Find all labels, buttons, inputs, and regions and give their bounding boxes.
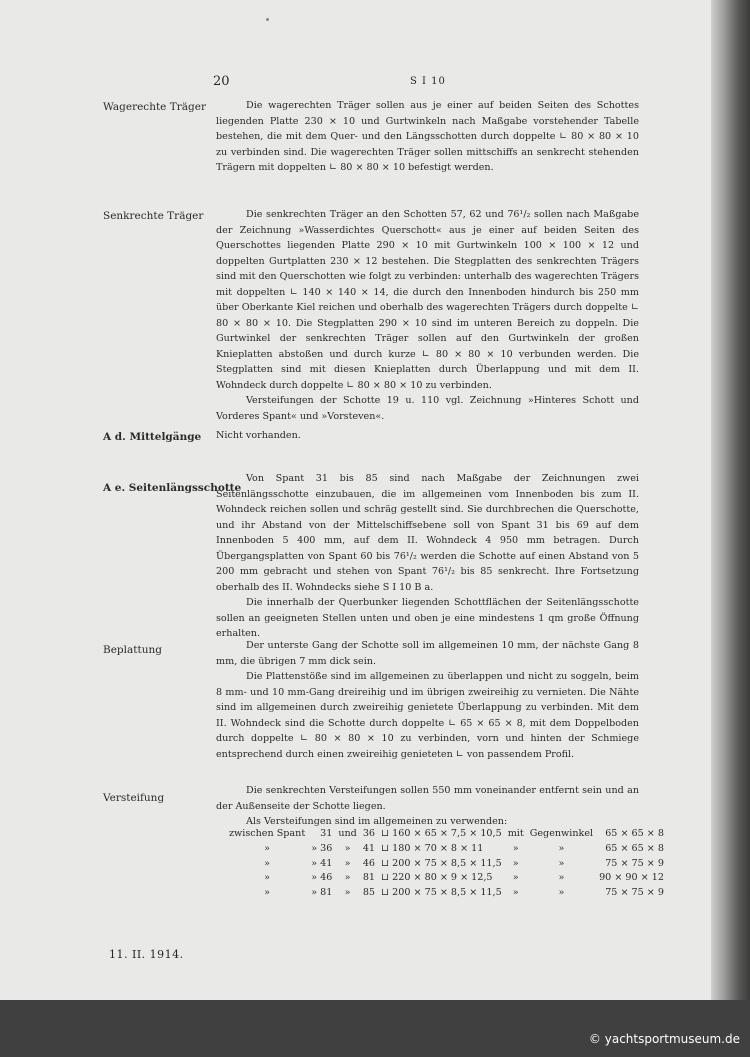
running-head: S I 10 bbox=[410, 76, 446, 87]
table-cell-to: 85 bbox=[362, 887, 376, 899]
section-label-text: A d. Mittelgänge bbox=[103, 431, 202, 443]
section-body-seitenlaengsschotte bbox=[216, 471, 639, 642]
table-cell-gegenwinkel: Gegenwinkel bbox=[529, 828, 594, 839]
table-cell-profile: ⊔ 200 × 75 × 8,5 × 11,5 bbox=[381, 857, 502, 869]
table-cell-lead: » bbox=[264, 857, 271, 869]
table-cell-from: 31 bbox=[320, 828, 333, 839]
paragraph: Die wagerechten Träger sollen aus je einer auf beiden Seiten des Schottes liegenden Platte 230 × 10 und Gurtwinkeln nach Maßgabe vorstehender Tabelle bestehen, die mit dem Quer- und den Längsschotten durch doppelte ∟ 80 × 80 × 10 zu verbinden sind. Die wagerechten Träger sollen mittschiffs an senkrecht stehenden Trägern mit doppelten ∟ 80 × 80 × 10 befestigt werden. bbox=[216, 100, 639, 173]
section-label-beplattung: Beplattung bbox=[103, 644, 162, 656]
table-cell-lead: » bbox=[264, 887, 271, 899]
table-cell-mit: » bbox=[512, 887, 519, 899]
table-cell-gegenwinkel: » bbox=[558, 857, 565, 869]
table-cell-mit: » bbox=[512, 857, 519, 869]
table-cell-lead: zwischen Spant bbox=[229, 828, 306, 839]
table-cell-angle: 65 × 65 × 8 bbox=[605, 842, 664, 854]
table-cell-from: » 41 bbox=[311, 857, 333, 869]
table-cell-angle: 75 × 75 × 9 bbox=[605, 887, 664, 899]
table-cell-gegenwinkel: » bbox=[558, 887, 565, 899]
table-cell-profile: ⊔ 180 × 70 × 8 × 11 bbox=[381, 842, 484, 854]
table-cell-angle: 90 × 90 × 12 bbox=[599, 872, 664, 884]
section-body-beplattung bbox=[216, 638, 639, 762]
table-cell-to: 81 bbox=[362, 872, 376, 884]
paragraph: Versteifungen der Schotte 19 u. 110 vgl. Zeichnung »Hinteres Schott und Vorderes Spant« und »Vorsteven«. bbox=[216, 395, 639, 422]
table-row bbox=[226, 827, 667, 842]
table-cell-to: 36 bbox=[362, 828, 376, 839]
paragraph: Von Spant 31 bis 85 sind nach Maßgabe der Zeichnungen zwei Seitenlängsschotte einzubauen, die im allgemeinen vom Innenboden bis zum II. Wohndeck reichen sollen und schräg gestellt sind. Sie durchbrechen die Querschotte, und ihr Abstand von der Mittelschiffsebene soll von Spant 31 bis 69 auf dem Innenboden 5 400 mm, auf dem II. Wohndeck 4 950 mm betragen. Durch Übergangsplatten von Spant 60 bis 76¹/₂ werden die Schotte auf einen Abstand von 5 200 mm gebracht und stehen von Spant 76¹/₂ bis 85 senkrecht. Ihre Fortsetzung oberhalb des II. Wohndecks siehe S I 10 B a. bbox=[216, 473, 639, 593]
table-cell-from: » 81 bbox=[311, 887, 333, 899]
table-cell-lead: » bbox=[264, 842, 271, 854]
section-label-senkrechte-traeger: Senkrechte Träger bbox=[103, 210, 204, 222]
section-label-mittelgaenge bbox=[103, 431, 201, 443]
section-body-wagerechte-traeger bbox=[216, 98, 639, 176]
paragraph: Nicht vorhanden. bbox=[216, 430, 301, 441]
section-body-versteifung bbox=[216, 783, 639, 830]
table-cell-gegenwinkel: » bbox=[558, 872, 565, 884]
table-cell-to: 46 bbox=[362, 857, 376, 869]
stiffener-table bbox=[226, 827, 667, 901]
table-cell-mit: » bbox=[512, 872, 519, 884]
table-cell-from: » 36 bbox=[311, 842, 333, 854]
table-cell-profile: ⊔ 200 × 75 × 8,5 × 11,5 bbox=[381, 887, 502, 899]
table-cell-and: » bbox=[344, 857, 351, 869]
table-cell-angle: 75 × 75 × 9 bbox=[605, 857, 664, 869]
table-cell-and: » bbox=[344, 842, 351, 854]
page-number: 20 bbox=[213, 74, 230, 89]
table-row bbox=[226, 886, 667, 901]
table-cell-and: und bbox=[338, 828, 357, 839]
paragraph: Die Plattenstöße sind im allgemeinen zu überlappen und nicht zu soggeln, beim 8 mm- und 10 mm-Gang dreireihig und im übrigen zweireihig zu vernieten. Die Nähte sind im allgemeinen durch zweireihig genietete Überlappung zu verbinden. Mit dem II. Wohndeck sind die Schotte durch doppelte ∟ 65 × 65 × 8, mit dem Doppelboden durch doppelte ∟ 80 × 80 × 10 zu verbinden, vorn und hinten der Schmiege entsprechend durch einen zweireihig genieteten ∟ von passendem Profil. bbox=[216, 671, 639, 760]
section-label-versteifung: Versteifung bbox=[103, 792, 165, 804]
paragraph: Der unterste Gang der Schotte soll im allgemeinen 10 mm, der nächste Gang 8 mm, die übrigen 7 mm dick sein. bbox=[216, 640, 639, 667]
table-cell-from: » 46 bbox=[311, 872, 333, 884]
paragraph: Die senkrechten Versteifungen sollen 550 mm voneinander entfernt sein und an der Außenseite der Schotte liegen. bbox=[216, 785, 639, 812]
watermark-text: © yachtsportmuseum.de bbox=[588, 1032, 740, 1046]
section-label-wagerechte-traeger: Wagerechte Träger bbox=[103, 101, 206, 113]
table-cell-profile: ⊔ 220 × 80 × 9 × 12,5 bbox=[381, 872, 493, 884]
table-cell-to: 41 bbox=[362, 842, 376, 854]
table-cell-profile: ⊔ 160 × 65 × 7,5 × 10,5 bbox=[381, 828, 502, 839]
table-cell-and: » bbox=[344, 872, 351, 884]
paragraph: Als Versteifungen sind im allgemeinen zu verwenden: bbox=[246, 816, 508, 827]
table-row bbox=[226, 842, 667, 857]
paragraph: Die innerhalb der Querbunker liegenden Schottflächen der Seitenlängsschotte sollen an geeigneten Stellen unten und oben je eine mindestens 1 qm große Öffnung erhalten. bbox=[216, 597, 639, 639]
section-body-senkrechte-traeger bbox=[216, 207, 639, 424]
table-cell-angle: 65 × 65 × 8 bbox=[605, 828, 664, 839]
section-body-mittelgaenge bbox=[216, 428, 639, 444]
table-cell-mit: mit bbox=[507, 828, 524, 839]
scan-background bbox=[0, 1000, 750, 1057]
table-cell-mit: » bbox=[512, 842, 519, 854]
table-cell-and: » bbox=[344, 887, 351, 899]
table-cell-gegenwinkel: » bbox=[558, 842, 565, 854]
section-label-text: A e. Seitenlängsschotte bbox=[103, 482, 242, 494]
table-row bbox=[226, 857, 667, 872]
paragraph: Die senkrechten Träger an den Schotten 57, 62 und 76¹/₂ sollen nach Maßgabe der Zeichnung »Wasserdichtes Querschott« aus je einer auf beiden Seiten des Querschottes liegenden Platte 290 × 10 mit Gurtwinkeln 100 × 100 × 12 und doppelten Gurtplatten 230 × 12 bestehen. Die Stegplatten des senkrechten Trägers sind mit den Querschotten wie folgt zu verbinden: unterhalb des wagerechten Trägers mit doppelten ∟ 140 × 140 × 14, die durch den Innenboden hindurch bis 250 mm über Oberkante Kiel reichen und oberhalb des wagerechten Trägers durch doppelte ∟ 80 × 80 × 10. Die Stegplatten 290 × 10 sind im unteren Bereich zu doppeln. Die Gurtwinkel der senkrechten Träger sollen auf den Gurtwinkeln der großen Knieplatten abstoßen und durch kurze ∟ 80 × 80 × 10 verbunden werden. Die Stegplatten sind mit diesen Knieplatten durch Überlappung und mit dem II. Wohndeck durch doppelte ∟ 80 × 80 × 10 zu verbinden. bbox=[216, 209, 639, 391]
book-spine-shadow bbox=[711, 0, 750, 1000]
table-row bbox=[226, 871, 667, 886]
scan-dust-mark bbox=[266, 18, 269, 21]
table-cell-lead: » bbox=[264, 872, 271, 884]
document-date: 11. II. 1914. bbox=[109, 948, 184, 961]
